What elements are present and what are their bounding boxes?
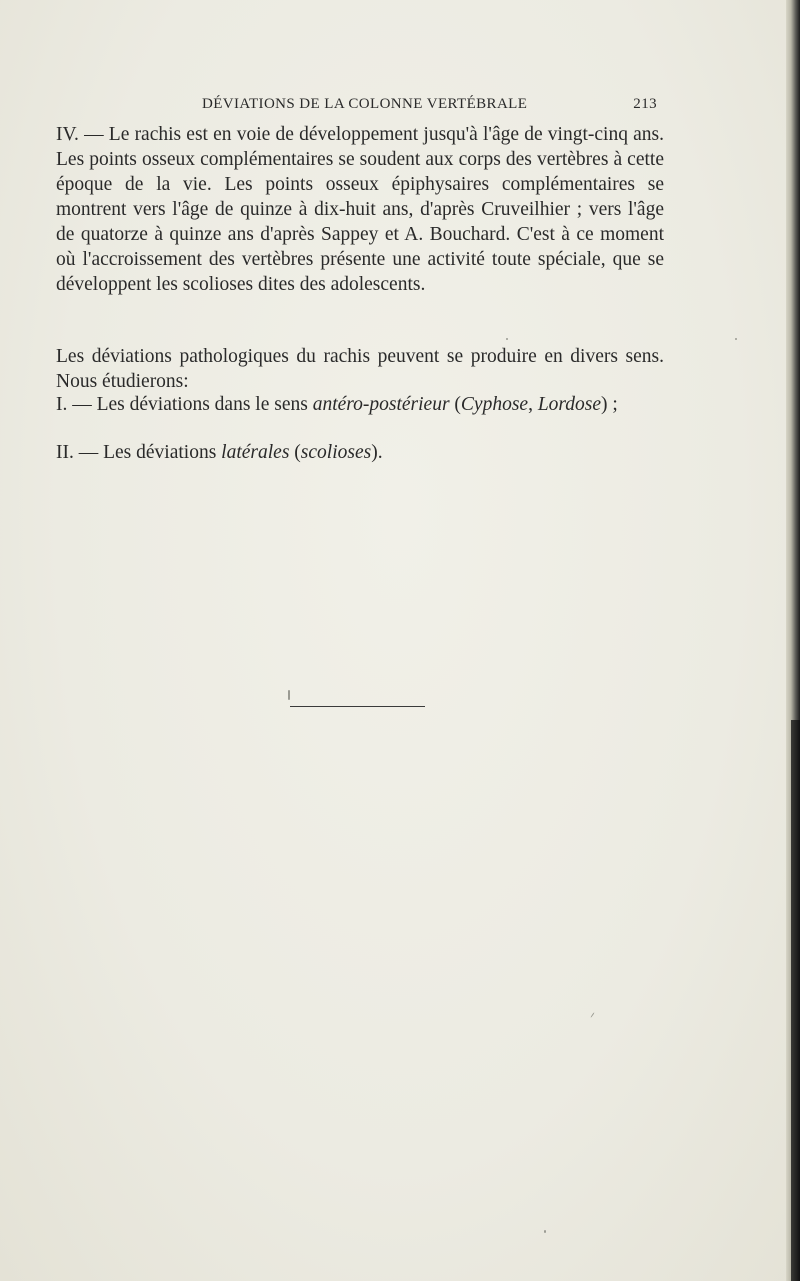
paper-speck bbox=[590, 1012, 594, 1017]
paren-close: ). bbox=[371, 442, 383, 463]
paren-open: ( bbox=[449, 394, 461, 415]
book-spine-edge bbox=[791, 720, 800, 1281]
list-item-text: II. — Les déviations bbox=[56, 442, 222, 463]
paper-speck bbox=[288, 690, 290, 700]
running-header-title: DÉVIATIONS DE LA COLONNE VERTÉBRALE bbox=[202, 96, 528, 112]
running-header bbox=[202, 96, 657, 116]
paren-close: ) ; bbox=[601, 394, 618, 415]
italic-term: latérales bbox=[221, 442, 290, 463]
paragraph-deviations-intro: Les déviations pathologiques du rachis peuvent se produire en divers sens. Nous étudierons: bbox=[56, 346, 664, 392]
section-end-rule bbox=[290, 706, 425, 707]
paper-speck bbox=[506, 338, 508, 340]
paper-speck bbox=[544, 1230, 546, 1233]
page-number: 213 bbox=[633, 96, 657, 112]
list-item-lateral bbox=[56, 440, 664, 465]
paper-speck bbox=[735, 338, 737, 340]
separator: , bbox=[528, 394, 538, 415]
italic-term: Lordose bbox=[537, 394, 602, 415]
list-item-antero-posterior bbox=[56, 392, 664, 417]
italic-term: Cyphose bbox=[460, 394, 529, 415]
italic-term: antéro-postérieur bbox=[312, 394, 450, 415]
list-item-text: I. — Les déviations dans le sens bbox=[56, 394, 313, 415]
paren-open: ( bbox=[289, 442, 301, 463]
italic-term: scolioses bbox=[300, 442, 372, 463]
paragraph-section-iv: IV. — Le rachis est en voie de développement jusqu'à l'âge de vingt-cinq ans. Les points osseux complémentaires se soudent aux corps des vertèbres à cette époque de la vie. Les points osseux épiphysaires complémentaires se montrent vers l'âge de quinze à dix-huit ans, d'après Cruveilhier ; vers l'âge de quatorze à quinze ans d'après Sappey et A. Bouchard. C'est à ce moment où l'accroissement des vertèbres présente une activité toute spéciale, que se développent les scolioses dites des adolescents. bbox=[56, 124, 664, 295]
